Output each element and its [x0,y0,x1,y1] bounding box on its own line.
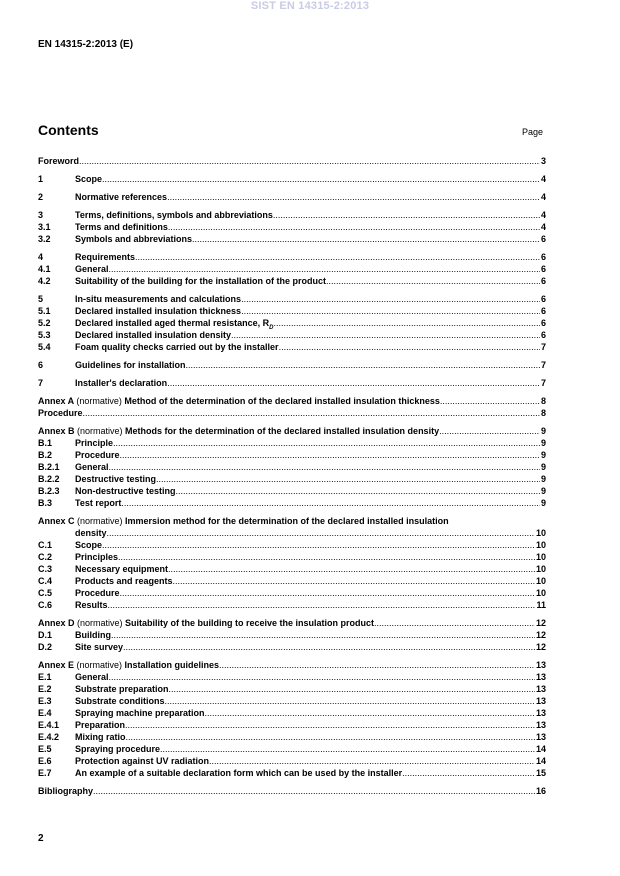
annex-normative: (normative) [77,618,126,628]
toc-entry-page: 8 [540,396,546,406]
toc-entry-text: In-situ measurements and calculations [75,294,242,304]
toc-entry-title [38,426,546,437]
toc-entry-text: Results [75,600,108,610]
table-of-contents [38,156,546,798]
toc-entry-text: Non-destructive testing [75,486,176,496]
toc-entry-title [75,330,546,341]
toc-entry[interactable] [38,342,546,354]
toc-entry-page: 6 [540,234,546,244]
toc-entry-page: 10 [535,528,546,538]
toc-entry-text: Suitability of the building to receive the insulation product [125,618,375,628]
toc-entry-number: E.4.1 [38,720,60,730]
toc-entry-page: 9 [540,426,546,436]
toc-entry-page: 10 [535,564,546,574]
toc-entry-text: density [75,528,107,538]
toc-entry-page: 9 [540,438,546,448]
toc-entry-page: 13 [535,720,546,730]
toc-entry-text: Procedure [38,408,83,418]
toc-entry-page: 13 [535,684,546,694]
toc-entry-page: 6 [540,252,546,262]
toc-entry-number: 7 [38,378,44,388]
toc-entry-title [75,768,546,779]
toc-entry-title [75,222,546,233]
toc-entry-title [75,342,546,353]
toc-entry-title [75,438,546,449]
toc-entry-title [75,264,546,275]
toc-entry-text: Products and reagents [75,576,173,586]
toc-entry[interactable] [38,540,546,552]
toc-entry-page: 3 [540,156,546,166]
toc-entry-text: Installation guidelines [124,660,220,670]
toc-entry[interactable] [38,720,546,732]
toc-entry-page: 9 [540,498,546,508]
toc-entry[interactable] [38,222,546,234]
toc-entry-number: C.4 [38,576,53,586]
toc-entry-page: 6 [540,294,546,304]
toc-entry-text: Terms and definitions [75,222,168,232]
toc-entry-title [75,732,546,743]
annex-normative: (normative) [76,660,125,670]
toc-entry[interactable] [38,552,546,564]
toc-entry-page: 13 [535,660,546,670]
toc-entry-page: 13 [535,672,546,682]
toc-entry-number: B.2.1 [38,462,60,472]
toc-entry-number: E.5 [38,744,52,754]
toc-entry-page: 12 [535,630,546,640]
toc-entry-text: General [75,462,109,472]
toc-entry-title [75,642,546,653]
toc-entry-text: Foam quality checks carried out by the installer [75,342,279,352]
toc-entry-number: 2 [38,192,44,202]
toc-entry-page: 9 [540,450,546,460]
toc-entry-text: Procedure [75,450,120,460]
toc-entry-text: Normative references [75,192,168,202]
toc-entry[interactable] [38,252,546,264]
toc-entry[interactable] [38,672,546,684]
toc-entry-text: Declared installed aged thermal resistance, R [75,318,270,328]
toc-entry-number: E.3 [38,696,52,706]
toc-entry-text: An example of a suitable declaration form which can be used by the installer [75,768,403,778]
toc-entry[interactable] [38,474,546,486]
toc-entry-number: B.2 [38,450,53,460]
toc-entry[interactable] [38,192,546,204]
toc-entry-title [75,498,546,509]
toc-entry-page: 12 [535,618,546,628]
toc-entry-title [75,756,546,767]
toc-entry-page: 6 [540,264,546,274]
toc-entry[interactable] [38,156,546,168]
toc-entry-title [75,306,546,317]
toc-entry-title [75,708,546,719]
toc-entry[interactable] [38,768,546,780]
toc-entry-page: 13 [535,696,546,706]
toc-entry-title [75,672,546,683]
toc-entry-text: Procedure [75,588,120,598]
toc-entry-text: Necessary equipment [75,564,169,574]
toc-entry-text: General [75,672,109,682]
toc-entry-number: E.1 [38,672,52,682]
toc-entry-page: 4 [540,174,546,184]
toc-entry-title [75,378,546,389]
toc-entry[interactable] [38,276,546,288]
document-id: EN 14315-2:2013 (E) [38,39,134,50]
toc-entry-number: C.3 [38,564,53,574]
toc-entry[interactable] [38,588,546,600]
toc-entry-text: Bibliography [38,786,94,796]
toc-entry-number: 3.1 [38,222,51,232]
toc-entry-title [75,684,546,695]
toc-entry-page: 14 [535,744,546,754]
toc-entry-number: C.5 [38,588,53,598]
toc-entry-text: General [75,264,109,274]
page-title: Contents [38,122,99,138]
toc-entry-text: Terms, definitions, symbols and abbreviations [75,210,273,220]
page-number: 2 [38,833,44,844]
toc-entry-title [75,486,546,497]
toc-entry-text: Suitability of the building for the installation of the product [75,276,326,286]
toc-entry-number: D.2 [38,642,53,652]
toc-entry[interactable] [38,450,546,462]
toc-entry-page: 13 [535,708,546,718]
toc-entry-page: 4 [540,210,546,220]
toc-entry-title [75,552,546,563]
toc-entry-title [38,618,546,629]
toc-entry-text: Installer's declaration [75,378,168,388]
toc-entry-text: Symbols and abbreviations [75,234,193,244]
toc-entry-page: 4 [540,192,546,202]
toc-entry-text: Mixing ratio [75,732,126,742]
toc-entry-page: 10 [535,576,546,586]
annex-normative: (normative) [77,426,126,436]
toc-entry-text: Foreword [38,156,80,166]
toc-entry-title [75,696,546,707]
toc-entry[interactable] [38,378,546,390]
annex-label: Annex E [38,660,77,670]
toc-entry-title [75,462,546,473]
toc-entry[interactable] [38,600,546,612]
toc-entry-number: 4.2 [38,276,51,286]
toc-entry[interactable] [38,660,546,672]
toc-entry[interactable] [38,330,546,342]
toc-entry[interactable] [38,708,546,720]
toc-entry[interactable] [38,576,546,588]
toc-entry[interactable] [38,618,546,630]
toc-entry[interactable] [38,744,546,756]
toc-entry[interactable] [38,438,546,450]
toc-entry-title [75,744,546,755]
toc-entry-number: C.6 [38,600,53,610]
toc-entry-number: B.2.3 [38,486,60,496]
toc-entry-text: Scope [75,174,103,184]
toc-entry-page: 13 [535,732,546,742]
toc-entry[interactable] [38,306,546,318]
toc-entry-number: E.4 [38,708,52,718]
toc-entry-number: 3 [38,210,44,220]
toc-entry-title [75,450,546,461]
toc-entry[interactable] [38,732,546,744]
toc-entry-title [75,540,546,551]
toc-entry-number: 5 [38,294,44,304]
toc-entry-page: 6 [540,306,546,316]
watermark: SIST EN 14315-2:2013 [250,0,370,12]
toc-entry[interactable] [38,408,546,420]
toc-entry[interactable] [38,462,546,474]
toc-entry-text: Immersion method for the determination of the declared installed insulation [125,516,449,526]
toc-entry-title [75,600,546,611]
toc-entry-title [75,210,546,221]
toc-entry-page: 7 [540,378,546,388]
toc-entry-number: 5.1 [38,306,51,316]
toc-entry-text: Spraying machine preparation [75,708,205,718]
annex-normative: (normative) [77,516,126,526]
toc-entry-number: B.2.2 [38,474,60,484]
toc-entry-text: Destructive testing [75,474,157,484]
toc-entry-number: 4.1 [38,264,51,274]
annex-normative: (normative) [76,396,125,406]
toc-entry-title [38,516,546,527]
toc-entry-subscript: D [269,324,274,331]
toc-entry-number: C.2 [38,552,53,562]
toc-entry[interactable] [38,396,546,408]
toc-entry-page: 6 [540,276,546,286]
toc-entry-title [75,294,546,305]
toc-entry-number: C.1 [38,540,53,550]
toc-entry-page: 7 [540,342,546,352]
toc-entry-page: 6 [540,318,546,328]
toc-entry-text: Principle [75,438,114,448]
toc-entry-number: 1 [38,174,44,184]
annex-label: Annex D [38,618,78,628]
toc-entry-text: Scope [75,540,103,550]
toc-entry-number: E.7 [38,768,52,778]
toc-entry-number: B.3 [38,498,53,508]
toc-entry-text: Substrate conditions [75,696,165,706]
toc-entry[interactable] [38,696,546,708]
page-column-label: Page [522,127,544,137]
toc-entry-number: 6 [38,360,44,370]
toc-entry[interactable] [38,642,546,654]
toc-entry-text: Site survey [75,642,124,652]
toc-entry-text: Substrate preparation [75,684,169,694]
toc-entry-page: 8 [540,408,546,418]
toc-entry[interactable] [38,516,546,528]
toc-entry-text: Protection against UV radiation [75,756,210,766]
toc-entry-title [75,564,546,575]
toc-entry-number: 5.4 [38,342,51,352]
toc-entry-title [75,192,546,203]
toc-entry-title [75,276,546,287]
toc-entry-text: Requirements [75,252,136,262]
toc-entry-text: Guidelines for installation [75,360,186,370]
toc-entry-text: Method of the determination of the declared installed insulation thickness [124,396,440,406]
toc-entry-title [75,588,546,599]
toc-entry-text: Principles [75,552,119,562]
toc-entry-number: E.4.2 [38,732,60,742]
toc-entry-page: 12 [535,642,546,652]
toc-entry-title [38,396,546,407]
toc-entry-page: 14 [535,756,546,766]
toc-entry-page: 10 [535,540,546,550]
toc-entry[interactable] [38,684,546,696]
toc-entry[interactable] [38,318,546,330]
toc-entry-page: 10 [535,588,546,598]
toc-entry-title [75,174,546,185]
toc-entry-number: 4 [38,252,44,262]
toc-entry-text: Test report [75,498,122,508]
toc-entry-page: 9 [540,474,546,484]
toc-entry-page: 10 [535,552,546,562]
annex-label: Annex C [38,516,78,526]
toc-entry-page: 15 [535,768,546,778]
toc-entry-page: 9 [540,462,546,472]
toc-entry-title [38,786,546,797]
toc-entry-number: 5.3 [38,330,51,340]
toc-entry-number: E.2 [38,684,52,694]
annex-label: Annex B [38,426,78,436]
toc-entry-title [75,528,546,539]
toc-entry[interactable] [38,630,546,642]
toc-entry-title [38,156,546,167]
toc-entry-number: B.1 [38,438,53,448]
toc-entry-title [75,576,546,587]
toc-entry[interactable] [38,756,546,768]
toc-entry[interactable] [38,234,546,246]
toc-entry[interactable] [38,486,546,498]
toc-entry-number: E.6 [38,756,52,766]
toc-entry-page: 6 [540,330,546,340]
toc-entry[interactable] [38,786,546,798]
toc-entry[interactable] [38,210,546,222]
toc-entry-text: Building [75,630,111,640]
toc-entry-title [75,360,546,371]
toc-entry-page: 4 [540,222,546,232]
toc-entry-number: D.1 [38,630,53,640]
toc-entry-page: 9 [540,486,546,496]
toc-entry-number: 5.2 [38,318,51,328]
toc-entry-title [38,660,546,671]
toc-entry-text: Preparation [75,720,126,730]
toc-entry[interactable] [38,264,546,276]
toc-entry[interactable] [38,294,546,306]
toc-entry-title [75,252,546,263]
toc-entry[interactable] [38,426,546,438]
toc-entry-title [75,234,546,245]
toc-entry-text: Methods for the determination of the declared installed insulation density [125,426,440,436]
toc-entry[interactable] [38,174,546,186]
toc-entry-text: Declared installed insulation thickness [75,306,242,316]
toc-entry-text: Spraying procedure [75,744,161,754]
toc-entry[interactable] [38,564,546,576]
toc-entry-number: 3.2 [38,234,51,244]
toc-entry-page: 16 [535,786,546,796]
toc-entry-page: 7 [540,360,546,370]
toc-entry-title [75,474,546,485]
toc-entry[interactable] [38,360,546,372]
toc-entry-text: Declared installed insulation density [75,330,232,340]
toc-entry-title [38,408,546,419]
toc-entry[interactable] [38,498,546,510]
annex-label: Annex A [38,396,77,406]
toc-entry-title [75,630,546,641]
toc-entry-title [75,720,546,731]
toc-entry-page: 11 [536,600,546,610]
toc-entry[interactable] [38,528,546,540]
